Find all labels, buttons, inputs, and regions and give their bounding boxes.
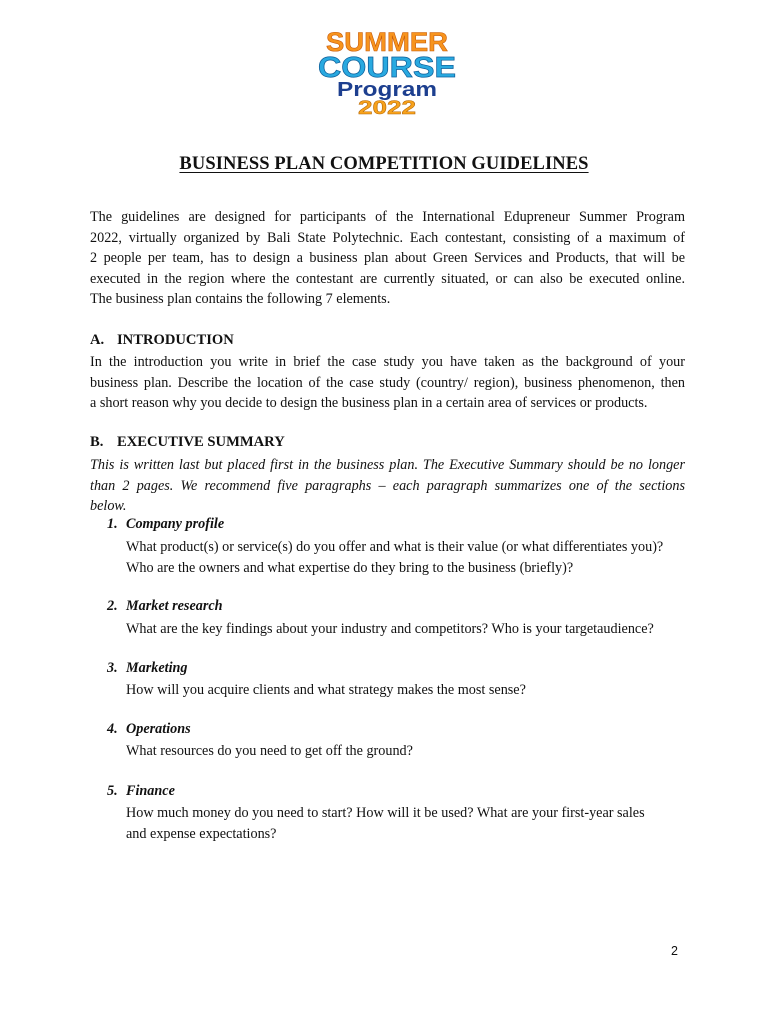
summary-item-line: What resources do you need to get off the ground? xyxy=(126,743,413,759)
summary-item-title xyxy=(107,660,188,677)
summary-item-label: Marketing xyxy=(126,660,188,676)
summary-item-body xyxy=(126,537,692,578)
summary-item-line: How will you acquire clients and what strategy makes the most sense? xyxy=(126,682,526,698)
summary-item-body xyxy=(126,741,692,762)
summary-item-body xyxy=(126,803,692,844)
logo-year-text: 2022 xyxy=(358,98,416,118)
section-a-title: INTRODUCTION xyxy=(117,332,234,348)
section-b-line: than 2 pages. We recommend five paragraphs – each paragraph summarizes one of the sections xyxy=(90,477,685,494)
intro-line: executed in the region where the contestant are currently situated, or can also be executed online. xyxy=(90,270,685,287)
summary-item-number: 4. xyxy=(107,721,118,737)
section-a-line: In the introduction you write in brief the case study you have taken as the background of your xyxy=(90,354,685,370)
summary-item-title xyxy=(107,598,223,615)
summary-item-line: Who are the owners and what expertise do they bring to the business (briefly)? xyxy=(126,559,574,576)
summary-item-number: 3. xyxy=(107,660,118,676)
intro-line: 2 people per team, has to design a business plan about Green Services and Products, that will be xyxy=(90,250,685,267)
summary-item-line: What are the key findings about your industry and competitors? Who is your targetaudience? xyxy=(126,621,654,637)
section-b-title: EXECUTIVE SUMMARY xyxy=(117,434,285,450)
section-a-line: business plan. Describe the location of the case study (country/ region), business phenomenon, then xyxy=(90,374,685,391)
section-b-heading xyxy=(90,434,285,451)
summary-item-label: Finance xyxy=(126,783,175,799)
logo-summer-text: SUMMER xyxy=(326,27,448,57)
section-a-line: a short reason why you decide to design the business plan in a certain area of services or products. xyxy=(90,395,648,412)
summary-item-title xyxy=(107,783,175,800)
intro-line: 2022, virtually organized by Bali State Polytechnic. Each contestant, consisting of a maximum of xyxy=(90,229,685,246)
section-a-letter: A. xyxy=(90,332,105,348)
summary-item-label: Operations xyxy=(126,721,191,737)
summary-item-label: Company profile xyxy=(126,516,225,532)
section-b-line: below. xyxy=(90,498,127,515)
summary-item-body xyxy=(126,680,692,701)
intro-paragraph xyxy=(90,207,685,310)
section-b-line: This is written last but placed first in the business plan. The Executive Summary should be no longer xyxy=(90,457,685,473)
summary-item-number: 2. xyxy=(107,598,118,614)
document-title: BUSINESS PLAN COMPETITION GUIDELINES xyxy=(179,154,589,174)
summary-item-title xyxy=(107,721,191,738)
logo-course-text: COURSE xyxy=(318,52,456,84)
section-b-paragraph xyxy=(90,455,685,517)
summary-item-line: What product(s) or service(s) do you offer and what is their value (or what differentiates you)? xyxy=(126,539,664,555)
summary-item-line: and expense expectations? xyxy=(126,825,277,842)
intro-line: The business plan contains the following 7 elements. xyxy=(90,291,391,308)
page-number: 2 xyxy=(671,944,678,958)
intro-line: The guidelines are designed for participants of the International Edupreneur Summer Program xyxy=(90,209,685,225)
summer-course-logo xyxy=(316,26,458,118)
section-a-heading xyxy=(90,332,234,349)
summary-item-line: How much money do you need to start? How will it be used? What are your first-year sales xyxy=(126,805,645,821)
logo-program-text: Program xyxy=(337,79,437,101)
section-a-paragraph xyxy=(90,352,685,414)
section-b-letter: B. xyxy=(90,434,104,450)
summary-item-label: Market research xyxy=(126,598,223,614)
summary-item-number: 5. xyxy=(107,783,118,799)
summary-item-body xyxy=(126,619,692,640)
summary-item-title xyxy=(107,516,224,533)
summary-item-number: 1. xyxy=(107,516,118,532)
